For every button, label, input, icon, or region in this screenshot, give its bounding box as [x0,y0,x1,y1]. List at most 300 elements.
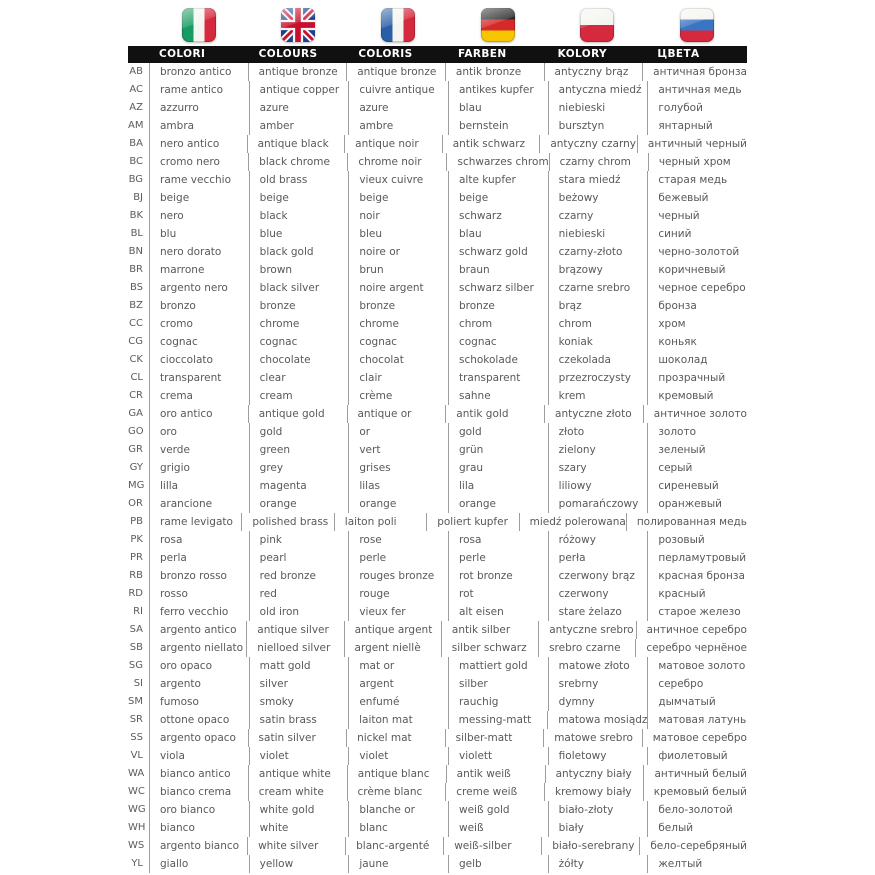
cell-code: VL [130,750,143,761]
cell-translation: transparent [149,369,249,387]
cell-translation: schwarzes chrom [446,153,548,171]
table-row [128,99,747,117]
cell-code: GA [128,408,143,419]
table-row [128,189,747,207]
cell-translation: nielloed silver [246,639,343,657]
cell-translation: antyczna miedź [548,81,648,99]
cell-translation: античная бронза [642,63,747,81]
cell-translation: oro antico [149,405,248,423]
cell-translation: arancione [149,495,249,513]
table-row [128,225,747,243]
cell-translation: clear [249,369,349,387]
cell-translation: cream white [248,783,347,801]
table-row [128,315,747,333]
cell-translation: antique copper [249,81,349,99]
table-body [128,63,747,873]
cell-translation: kremowy biały [544,783,643,801]
cell-translation: дымчатый [647,693,747,711]
cell-translation: chocolate [249,351,349,369]
cell-translation: antique bronze [346,63,445,81]
cell-translation: noire or [348,243,448,261]
cell-translation: matowe srebro [543,729,642,747]
cell-translation: золото [647,423,747,441]
cell-translation: кремовый белый [643,783,747,801]
cell-translation: grigio [149,459,249,477]
cell-translation: pearl [249,549,349,567]
cell-code: GO [128,426,144,437]
table-row [128,333,747,351]
cell-translation: smoky [249,693,349,711]
cell-translation: cioccolato [149,351,249,369]
cell-translation: creme weiß [445,783,544,801]
cell-translation: старое железо [647,603,747,621]
cell-translation: cognac [348,333,448,351]
table-row [128,459,747,477]
cell-translation: red [249,585,349,603]
cell-translation: white gold [249,801,349,819]
cell-translation: enfumé [348,693,448,711]
cell-translation: rouge [348,585,448,603]
cell-translation: antyczny biały [545,765,644,783]
table-row [128,657,747,675]
cell-translation: brun [348,261,448,279]
cell-translation: кремовый [647,387,747,405]
cell-translation: bronzo antico [149,63,248,81]
table-row [128,621,747,639]
cell-translation: amber [249,117,349,135]
poland-flag-icon [580,8,614,42]
cell-translation: beige [249,189,349,207]
cell-translation: argent [348,675,448,693]
table-row [128,855,747,873]
cell-translation: gold [448,423,548,441]
cell-translation: dymny [548,693,648,711]
cell-code: AM [128,120,144,131]
cell-translation: schwarz [448,207,548,225]
cell-translation: bianco antico [149,765,248,783]
cell-translation: полированная медь [626,513,747,531]
cell-translation: argento niellato [149,639,246,657]
cell-translation: grün [448,441,548,459]
uk-flag-icon [281,8,315,42]
cell-translation: argent niellè [344,639,441,657]
cell-translation: laiton mat [348,711,448,729]
cell-translation: antique blanc [347,765,446,783]
cell-translation: cromo [149,315,249,333]
header-colori: COLORI [159,48,206,60]
cell-code: WC [128,786,145,797]
cell-code: SS [130,732,143,743]
cell-translation: cognac [249,333,349,351]
cell-translation: magenta [249,477,349,495]
cell-translation: black chrome [248,153,347,171]
cell-translation: vieux fer [348,603,448,621]
cell-translation: crème [348,387,448,405]
cell-translation: rosa [149,531,249,549]
cell-translation: lilla [149,477,249,495]
cell-translation: gelb [448,855,548,873]
table-row [128,63,747,81]
cell-translation: ferro vecchio [149,603,249,621]
table-row [128,81,747,99]
table-row [128,747,747,765]
header-colours: COLOURS [258,48,318,60]
table-row [128,693,747,711]
cell-translation: antik gold [445,405,544,423]
cell-translation: violet [348,747,448,765]
cell-translation: черно-золотой [647,243,747,261]
cell-code: SI [133,678,143,689]
cell-translation: laiton poli [334,513,426,531]
cell-translation: weiß gold [448,801,548,819]
table-row [128,441,747,459]
cell-translation: серый [647,459,747,477]
cell-translation: alt eisen [448,603,548,621]
cell-translation: lila [448,477,548,495]
cell-translation: blu [149,225,249,243]
cell-translation: rame vecchio [149,171,249,189]
cell-translation: rame levigato [149,513,241,531]
cell-translation: noir [348,207,448,225]
cell-translation: antique or [347,405,446,423]
cell-translation: oro bianco [149,801,249,819]
cell-code: BL [130,228,143,239]
cell-translation: antique black [247,135,345,153]
table-row [128,405,747,423]
table-row [128,603,747,621]
cell-translation: бежевый [647,189,747,207]
table-row [128,711,747,729]
cell-translation: rame antico [149,81,249,99]
cell-code: WH [128,822,146,833]
cell-translation: grises [348,459,448,477]
cell-code: CR [129,390,143,401]
cell-translation: satin silver [248,729,347,747]
cell-translation: stara miedź [548,171,648,189]
cell-translation: матовая латунь [647,711,747,729]
cell-translation: antyczny czarny [539,135,637,153]
color-table [128,6,747,873]
cell-translation: white [249,819,349,837]
cell-translation: silver [249,675,349,693]
cell-code: BS [129,282,143,293]
cell-translation: bronzo rosso [149,567,249,585]
cell-translation: шоколад [647,351,747,369]
cell-translation: черный хром [648,153,747,171]
cell-translation: chrome [348,315,448,333]
cell-translation: античный белый [643,765,747,783]
cell-translation: grau [448,459,548,477]
cell-code: CL [130,372,143,383]
table-row [128,585,747,603]
cell-translation: оранжевый [647,495,747,513]
cell-translation: biało-serebrany [541,837,639,855]
cell-code: AC [129,84,143,95]
cell-translation: perla [149,549,249,567]
cell-translation: polished brass [241,513,333,531]
cell-translation: black [249,207,349,225]
table-row [128,261,747,279]
cell-translation: brown [249,261,349,279]
cell-translation: cognac [149,333,249,351]
cell-translation: perle [448,549,548,567]
cell-translation: antik bronze [445,63,544,81]
cell-translation: marrone [149,261,249,279]
cell-translation: miedź polerowana [519,513,626,531]
cell-translation: antique gold [248,405,347,423]
cell-translation: bursztyn [548,117,648,135]
cell-code: AZ [129,102,143,113]
cell-translation: античная медь [647,81,747,99]
table-row [128,387,747,405]
cell-translation: blanc [348,819,448,837]
cell-translation: antyczne złoto [544,405,643,423]
cell-translation: матовое серебро [642,729,747,747]
cell-translation: antikes kupfer [448,81,548,99]
cell-translation: orange [348,495,448,513]
cell-translation: cream [249,387,349,405]
cell-translation: beige [149,189,249,207]
cell-code: OR [128,498,143,509]
cell-translation: oro [149,423,249,441]
table-row [128,531,747,549]
table-row [128,801,747,819]
cell-translation: pomarańczowy [548,495,648,513]
cell-translation: schwarz silber [448,279,548,297]
cell-translation: srebrny [548,675,648,693]
cell-translation: rose [348,531,448,549]
cell-translation: голубой [647,99,747,117]
cell-translation: fioletowy [548,747,648,765]
cell-code: GY [129,462,143,473]
cell-translation: niebieski [548,225,648,243]
cell-translation: antique noir [344,135,442,153]
cell-code: MG [128,480,145,491]
cell-translation: czekolada [548,351,648,369]
table-row [128,243,747,261]
cell-translation: матовое золото [647,657,747,675]
cell-translation: blau [448,99,548,117]
table-row [128,207,747,225]
cell-translation: czarne srebro [548,279,648,297]
cell-translation: czarny chrom [549,153,648,171]
cell-translation: сиреневый [647,477,747,495]
cell-translation: бело-серебряный [639,837,747,855]
cell-translation: beżowy [548,189,648,207]
cell-translation: старая медь [647,171,747,189]
cell-translation: розовый [647,531,747,549]
cell-translation: прозрачный [647,369,747,387]
cell-translation: argento opaco [149,729,248,747]
cell-code: RD [128,588,143,599]
cell-translation: azure [348,99,448,117]
cell-translation: ottone opaco [149,711,249,729]
cell-translation: verde [149,441,249,459]
table-header [128,46,747,63]
cell-translation: bronzo [149,297,249,315]
cell-code: BK [129,210,143,221]
cell-translation: antik weiß [446,765,545,783]
table-row [128,495,747,513]
cell-translation: alte kupfer [448,171,548,189]
cell-translation: lilas [348,477,448,495]
cell-translation: argento [149,675,249,693]
cell-translation: old iron [249,603,349,621]
cell-translation: orange [249,495,349,513]
table-row [128,837,747,855]
cell-translation: коричневый [647,261,747,279]
france-flag-icon [381,8,415,42]
cell-translation: perle [348,549,448,567]
table-row [128,513,747,531]
cell-translation: белый [647,819,747,837]
table-row [128,351,747,369]
cell-translation: bernstein [448,117,548,135]
cell-translation: argento nero [149,279,249,297]
cell-translation: cromo nero [149,153,248,171]
germany-flag-icon [481,8,515,42]
cell-translation: vieux cuivre [348,171,448,189]
cell-translation: czarny-złoto [548,243,648,261]
cell-translation: черный [647,207,747,225]
cell-translation: antique bronze [248,63,347,81]
cell-translation: różowy [548,531,648,549]
cell-translation: grey [249,459,349,477]
cell-translation: brązowy [548,261,648,279]
cell-translation: antique white [248,765,347,783]
cell-translation: nero antico [149,135,247,153]
cell-translation: красная бронза [647,567,747,585]
cell-translation: bleu [348,225,448,243]
cell-translation: chrom [448,315,548,333]
cell-code: PK [130,534,143,545]
table-row [128,297,747,315]
table-row [128,549,747,567]
cell-translation: złoto [548,423,648,441]
cell-code: BZ [129,300,143,311]
cell-translation: clair [348,369,448,387]
cell-translation: messing-matt [448,711,548,729]
cell-translation: бело-золотой [647,801,747,819]
cell-translation: sahne [448,387,548,405]
cell-translation: rouges bronze [348,567,448,585]
cell-translation: czarny [548,207,648,225]
cell-translation: bronze [348,297,448,315]
cell-translation: biało-złoty [548,801,648,819]
table-row [128,819,747,837]
cell-translation: перламутровый [647,549,747,567]
cell-translation: violet [249,747,349,765]
cell-translation: viola [149,747,249,765]
cell-translation: weiß [448,819,548,837]
cell-translation: poliert kupfer [426,513,518,531]
cell-translation: crema [149,387,249,405]
header-coloris: COLORIS [358,48,413,60]
table-row [128,279,747,297]
cell-translation: antik schwarz [442,135,540,153]
header-cveta: ЦВЕТА [657,48,700,60]
cell-translation: черное серебро [647,279,747,297]
cell-translation: bianco [149,819,249,837]
cell-translation: koniak [548,333,648,351]
cell-translation: biały [548,819,648,837]
cell-translation: transparent [448,369,548,387]
cell-translation: blanche or [348,801,448,819]
header-farben: FARBEN [457,48,507,60]
cell-translation: зеленый [647,441,747,459]
cell-translation: antique argent [344,621,441,639]
cell-translation: nero [149,207,249,225]
table-row [128,675,747,693]
cell-translation: old brass [249,171,349,189]
cell-code: WA [128,768,145,779]
cell-translation: mat or [348,657,448,675]
cell-translation: фиолетовый [647,747,747,765]
cell-translation: violett [448,747,548,765]
cell-code: PB [130,516,143,527]
table-row [128,729,747,747]
cell-translation: синий [647,225,747,243]
cell-translation: red bronze [249,567,349,585]
cell-translation: orange [448,495,548,513]
cell-code: BJ [133,192,143,203]
cell-code: GR [128,444,143,455]
cell-translation: matt gold [249,657,349,675]
cell-translation: blue [249,225,349,243]
cell-code: SA [129,624,143,635]
cell-translation: vert [348,441,448,459]
cell-code: SG [128,660,143,671]
cell-translation: ambre [348,117,448,135]
cell-translation: black silver [249,279,349,297]
cell-code: BG [128,174,143,185]
cell-translation: or [348,423,448,441]
cell-translation: white silver [247,837,345,855]
cell-translation: noire argent [348,279,448,297]
cell-translation: giallo [149,855,249,873]
cell-code: BC [129,156,143,167]
cell-translation: beige [348,189,448,207]
cell-translation: серебро [647,675,747,693]
cell-code: WS [128,840,145,851]
cell-translation: azzurro [149,99,249,117]
cell-translation: czerwony [548,585,648,603]
cell-translation: matowa mosiądz [547,711,647,729]
cell-translation: yellow [249,855,349,873]
cell-translation: beige [448,189,548,207]
cell-translation: silber-matt [445,729,544,747]
cell-translation: bronze [249,297,349,315]
cell-translation: żółty [548,855,648,873]
cell-translation: nickel mat [346,729,445,747]
table-row [128,783,747,801]
russia-flag-icon [680,8,714,42]
cell-translation: хром [647,315,747,333]
cell-translation: nero dorato [149,243,249,261]
cell-translation: silber [448,675,548,693]
cell-code: SR [129,714,143,725]
cell-translation: krem [548,387,648,405]
cell-translation: srebro czarne [538,639,635,657]
cell-translation: chrom [548,315,648,333]
cell-translation: mattiert gold [448,657,548,675]
cell-translation: ambra [149,117,249,135]
cell-translation: czerwony brąz [548,567,648,585]
cell-translation: античный черный [637,135,747,153]
cell-translation: bianco crema [149,783,248,801]
cell-translation: argento bianco [149,837,247,855]
cell-code: RI [133,606,143,617]
